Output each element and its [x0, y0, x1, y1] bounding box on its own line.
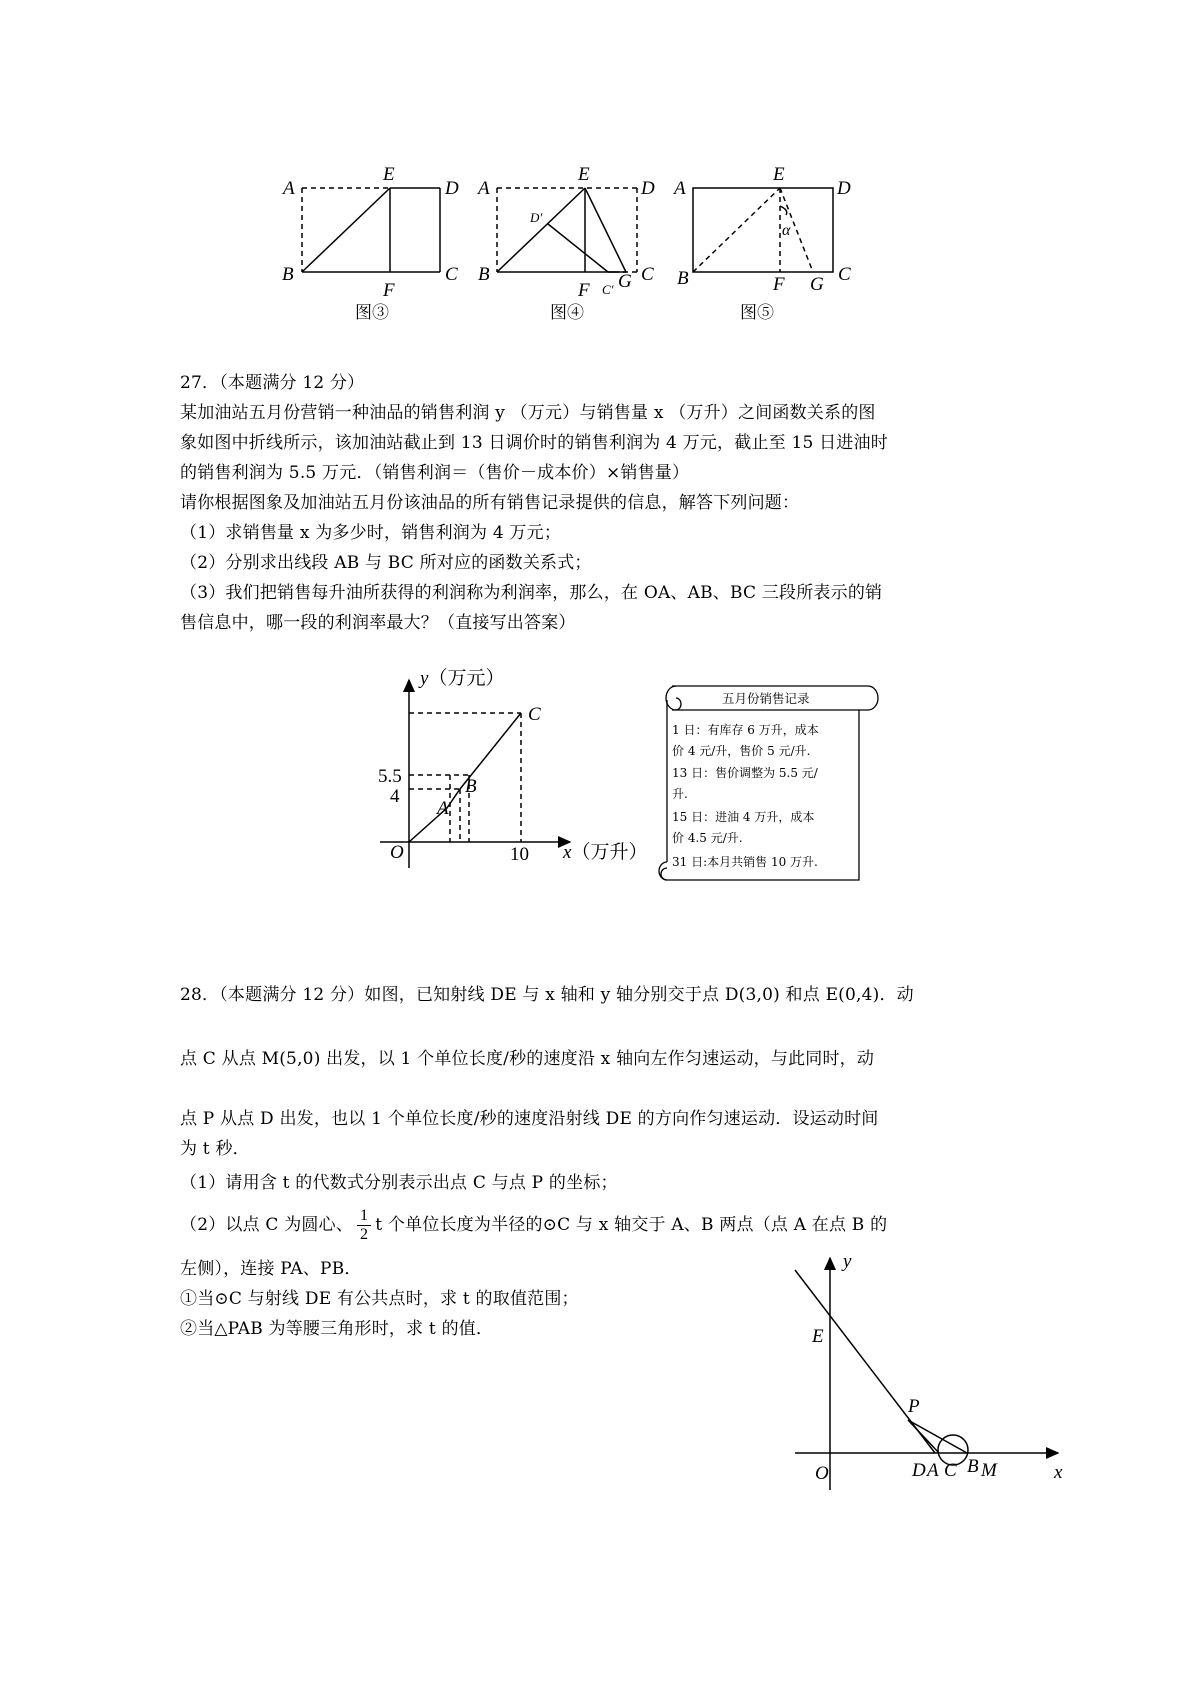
q28-line-9: ②当△PAB 为等腰三角形时，求 t 的值． — [180, 1319, 494, 1339]
q28-point-C: C — [944, 1460, 957, 1481]
record-line-2: 价 4 元/升，售价 5 元/升. — [672, 744, 811, 758]
q27-xtick-10: 10 — [510, 844, 529, 865]
q27-line-3: 的销售利润为 5.5 万元．（销售利润＝（售价－成本价）×销售量） — [180, 463, 690, 483]
fig3-label-A: A — [283, 178, 295, 199]
q27-line-4: 请你根据图象及加油站五月份该油品的所有销售记录提供的信息，解答下列问题： — [180, 493, 800, 513]
record-line-3: 13 日：售价调整为 5.5 元/ — [672, 766, 818, 780]
fig4-label-G: G — [618, 271, 632, 292]
q28-line-3: 点 P 从点 D 出发，也以 1 个单位长度/秒的速度沿射线 DE 的方向作匀速运动．设运动时间 — [180, 1109, 879, 1129]
q28-x-label: x — [1054, 1462, 1063, 1483]
q28-line-5: （1）请用含 t 的代数式分别表示出点 C 与点 P 的坐标； — [180, 1173, 618, 1193]
q27-line-1: 某加油站五月份营销一种油品的销售利润 y （万元）与销售量 x （万升）之间函数关系的图 — [180, 403, 876, 423]
fig3-label-D: D — [445, 178, 459, 199]
fig5-label-A: A — [674, 178, 686, 199]
record-line-7: 31 日:本月共销售 10 万升. — [672, 855, 818, 869]
q27-ytick-5.5: 5.5 — [378, 766, 402, 787]
fig5-caption: 图⑤ — [740, 303, 774, 323]
q27-y-axis-label: y（万元） — [420, 668, 505, 689]
q28-point-O: O — [815, 1463, 829, 1484]
q27-point-B: B — [465, 776, 477, 797]
fig4-caption: 图④ — [550, 303, 584, 323]
fraction-numerator: 1 — [357, 1207, 371, 1226]
q27-point-A: A — [437, 798, 449, 819]
q28-line-7: 左侧），连接 PA、PB． — [180, 1259, 362, 1279]
q27-y-axis-unit: （万元） — [428, 668, 505, 689]
fig4-label-F: F — [578, 280, 590, 301]
q27-line-6: （2）分别求出线段 AB 与 BC 所对应的函数关系式； — [180, 553, 592, 573]
fig5-label-E: E — [773, 164, 785, 185]
fig4-label-Cprime: C′ — [602, 282, 614, 297]
q27-origin: O — [390, 842, 404, 863]
fig4-label-E: E — [578, 164, 590, 185]
q28-graph — [795, 1258, 1058, 1490]
fig4-label-A: A — [478, 178, 490, 199]
fig3-label-C: C — [445, 264, 458, 285]
fig3-label-F: F — [383, 280, 395, 301]
q28-line-6-post: t 个单位长度为半径的⊙C 与 x 轴交于 A、B 两点（点 A 在点 B 的 — [375, 1215, 888, 1235]
q28-point-P: P — [908, 1396, 920, 1417]
q27-line-8: 售信息中，哪一段的利润率最大？（直接写出答案） — [180, 613, 576, 633]
record-line-1: 1 日：有库存 6 万升，成本 — [672, 723, 819, 737]
q27-line-7: （3）我们把销售每升油所获得的利润称为利润率，那么，在 OA、AB、BC 三段所表示的销 — [180, 583, 883, 603]
q27-header: 27．（本题满分 12 分） — [180, 373, 365, 393]
fig3-label-B: B — [282, 264, 294, 285]
fig5-label-alpha: α — [782, 222, 791, 239]
q27-ytick-4: 4 — [390, 786, 400, 807]
fig4-label-Dprime: D′ — [530, 210, 543, 225]
q28-y-label: y — [843, 1251, 852, 1272]
q28-point-E: E — [812, 1326, 824, 1347]
fig5-label-F: F — [773, 274, 785, 295]
fig4-label-C: C — [641, 264, 654, 285]
fig4-label-B: B — [478, 264, 490, 285]
record-line-5: 15 日：进油 4 万升，成本 — [672, 810, 815, 824]
q28-line-1: 28．（本题满分 12 分）如图，已知射线 DE 与 x 轴和 y 轴分别交于点 D(3,0) 和点 E(0,4)．动 — [180, 985, 914, 1005]
q28-point-M: M — [981, 1460, 997, 1481]
record-title: 五月份销售记录 — [722, 691, 810, 706]
fig5-label-C: C — [838, 264, 851, 285]
q27-line-5: （1）求销售量 x 为多少时，销售利润为 4 万元； — [180, 523, 562, 543]
q28-line-6-pre: （2）以点 C 为圆心、 — [180, 1215, 354, 1235]
fig4-label-D: D — [641, 178, 655, 199]
fig5-label-B: B — [677, 268, 689, 289]
fig5-label-D: D — [837, 178, 851, 199]
q27-x-axis-label: x（万升） — [563, 842, 648, 863]
fraction-denominator: 2 — [360, 1226, 369, 1243]
fig5-label-G: G — [810, 274, 824, 295]
q27-point-C: C — [528, 704, 541, 725]
record-line-4: 升. — [672, 787, 688, 801]
record-line-6: 价 4.5 元/升. — [672, 831, 743, 845]
fig3-caption: 图③ — [355, 303, 389, 323]
q28-point-D: D — [912, 1460, 926, 1481]
q27-line-2: 象如图中折线所示，该加油站截止到 13 日调价时的销售利润为 4 万元，截止至 15 日进油时 — [180, 433, 888, 453]
q28-line-2: 点 C 从点 M(5,0) 出发，以 1 个单位长度/秒的速度沿 x 轴向左作匀速运动，与此同时，动 — [180, 1049, 875, 1069]
q28-point-B: B — [967, 1456, 979, 1477]
q28-point-A: A — [927, 1460, 939, 1481]
q28-line-4: 为 t 秒． — [180, 1139, 250, 1159]
fig3-label-E: E — [383, 164, 395, 185]
q28-line-8: ①当⊙C 与射线 DE 有公共点时，求 t 的取值范围； — [180, 1289, 579, 1309]
